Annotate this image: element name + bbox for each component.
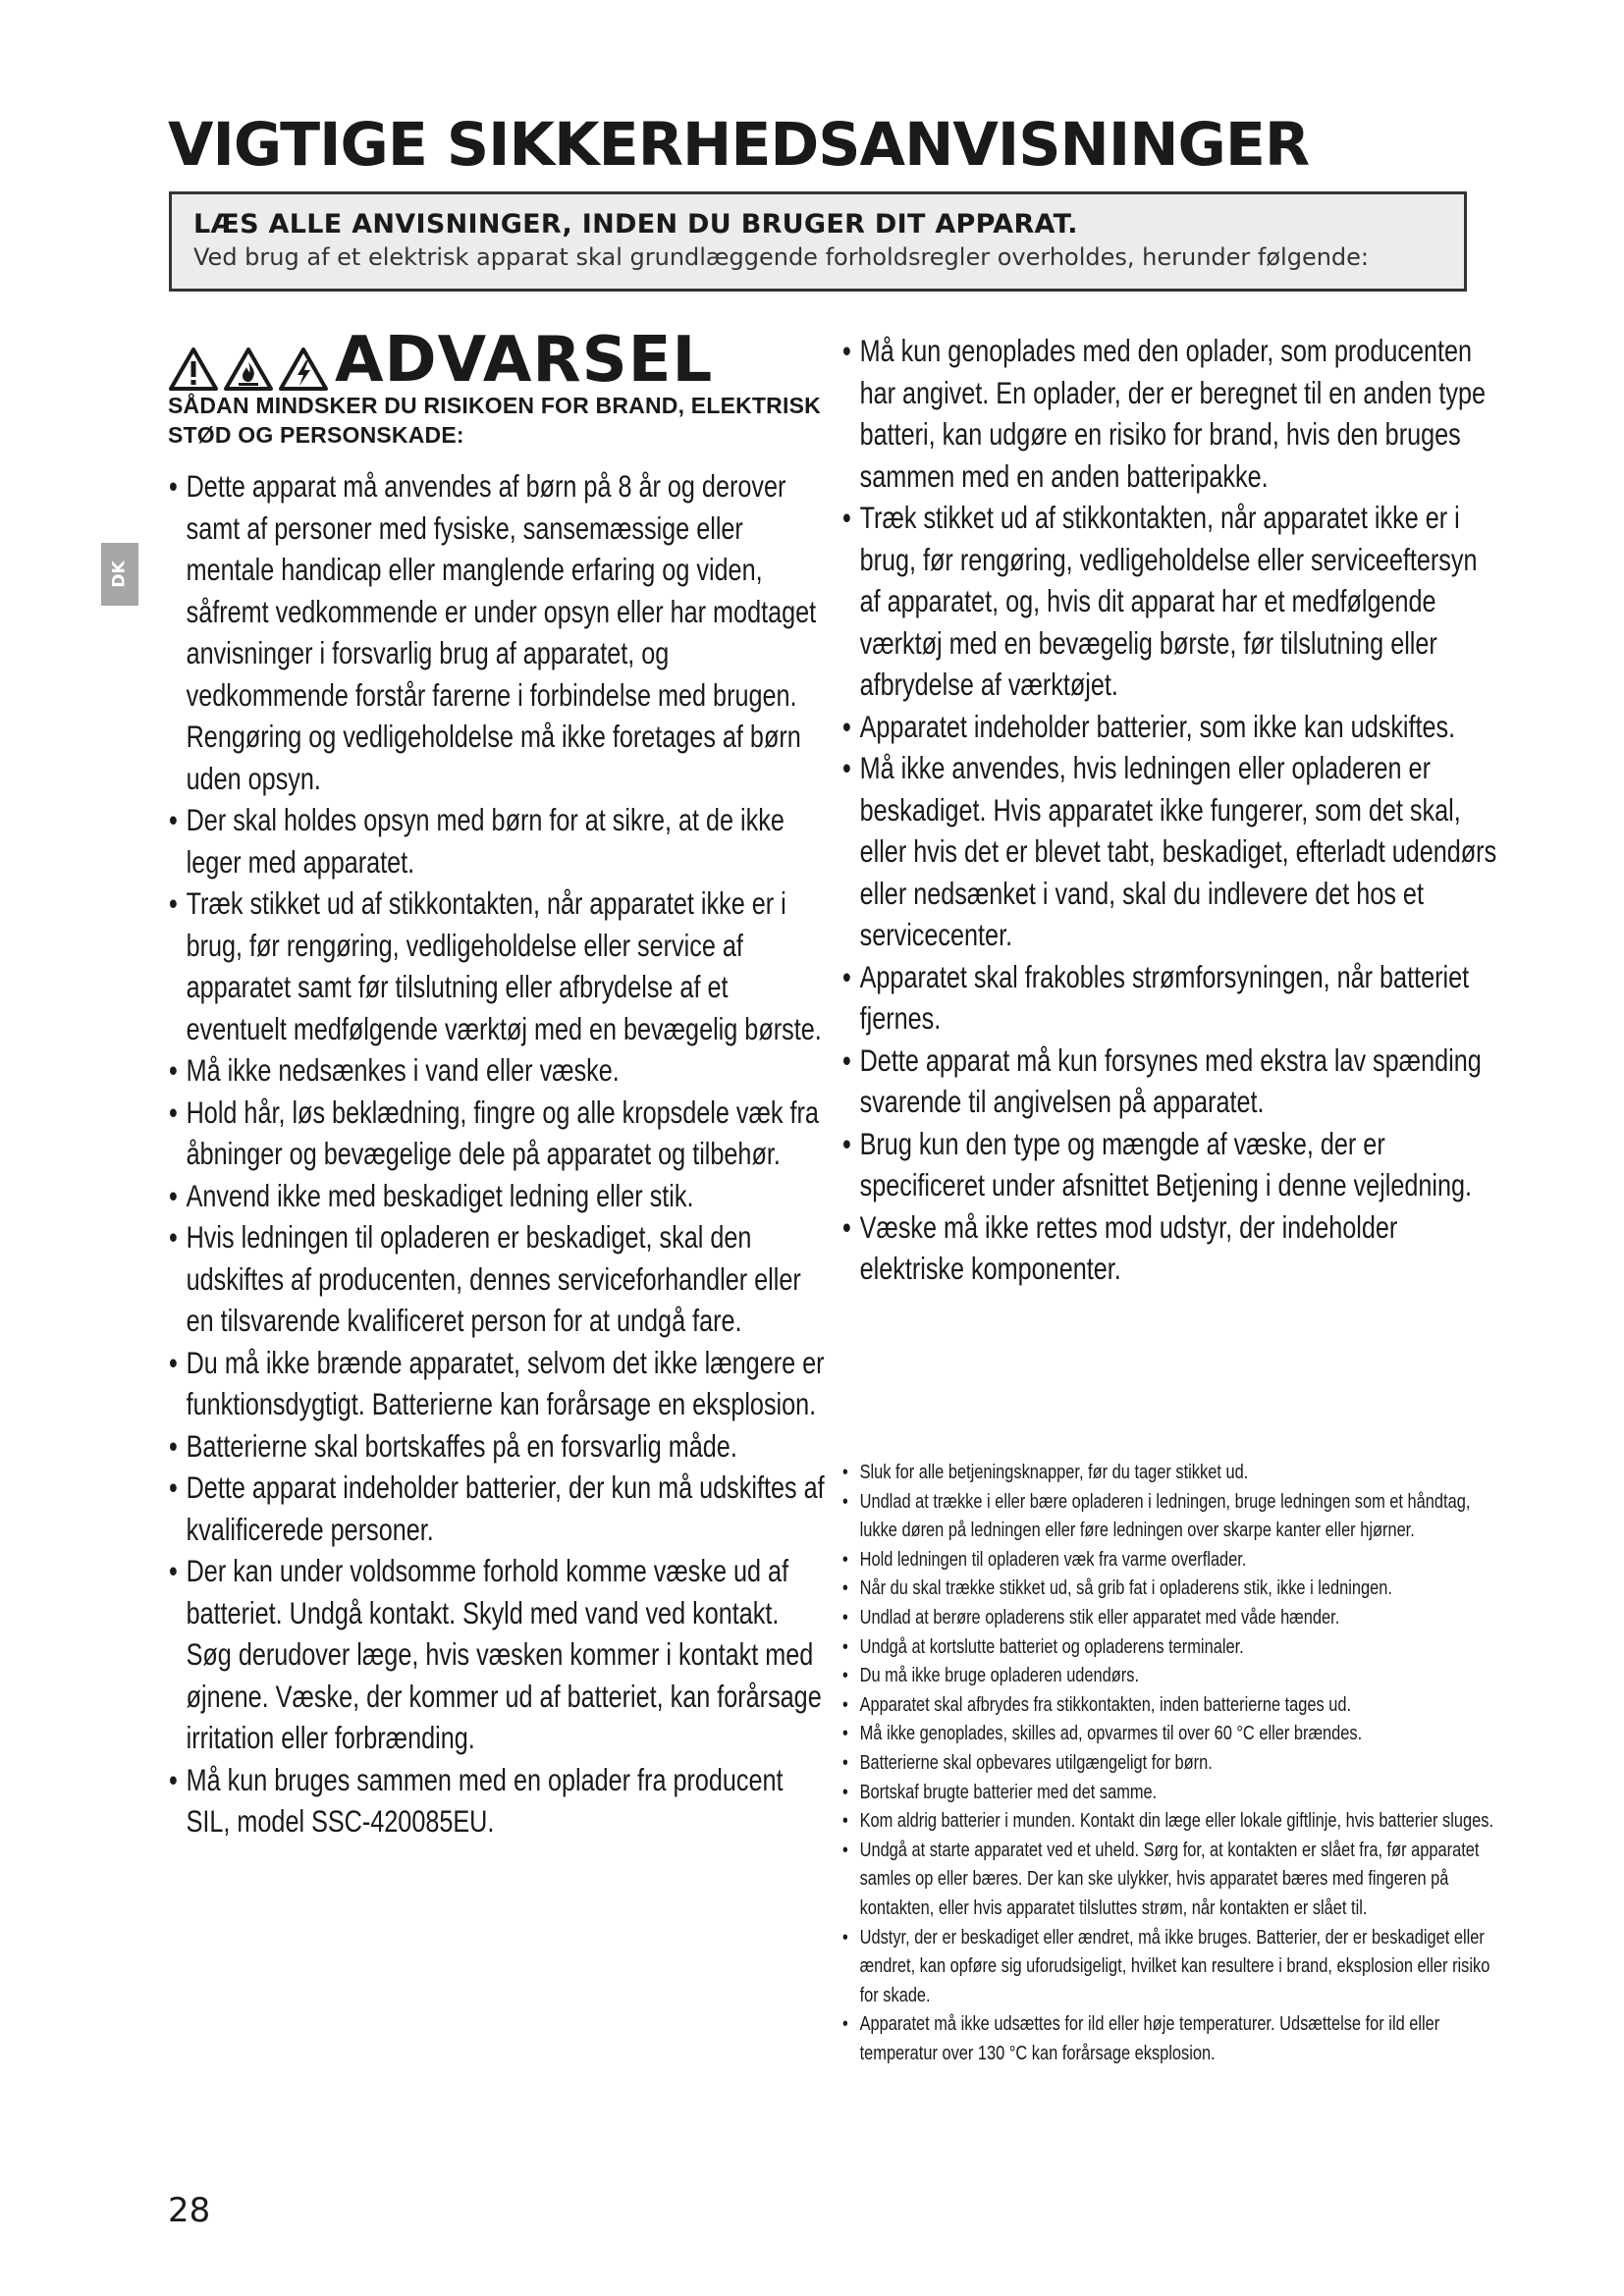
- list-item: • Dette apparat indeholder batterier, der kun må udskiftes af kvalificerede personer.: [169, 1467, 825, 1550]
- left-column-list: [169, 465, 825, 1842]
- list-item: • Hvis ledningen til opladeren er beskadiget, skal den udskiftes af producenten, dennes serviceforhandler eller en tilsvarende kvalificeret person for at undgå fare.: [169, 1216, 825, 1342]
- list-item: • Kom aldrig batterier i munden. Kontakt din læge eller lokale giftlinje, hvis batterier sluges.: [842, 1806, 1498, 1836]
- warning-header: [168, 324, 714, 397]
- list-item: • Apparatet indeholder batterier, som ikke kan udskiftes.: [842, 706, 1498, 748]
- list-item: • Hold ledningen til opladeren væk fra varme overflader.: [842, 1545, 1498, 1575]
- list-item: • Anvend ikke med beskadiget ledning eller stik.: [169, 1175, 825, 1217]
- warning-subtitle: SÅDAN MINDSKER DU RISIKOEN FOR BRAND, ELEKTRISK STØD OG PERSONSKADE:: [168, 393, 821, 448]
- list-item: • Udstyr, der er beskadiget eller ændret, må ikke bruges. Batterier, der er beskadiget eller ændret, kan opføre sig uforudsigeligt, hvilket kan resultere i brand, eksplosion eller risiko for skade.: [842, 1923, 1498, 2010]
- list-item: • Der skal holdes opsyn med børn for at sikre, at de ikke leger med apparatet.: [169, 799, 825, 882]
- intro-box: [169, 191, 1467, 292]
- list-item: • Du må ikke brænde apparatet, selvom det ikke længere er funktionsdygtigt. Batterierne kan forårsage en eksplosion.: [169, 1342, 825, 1425]
- list-item: • Må ikke genoplades, skilles ad, opvarmes til over 60 °C eller brændes.: [842, 1719, 1498, 1748]
- list-item: • Hold hår, løs beklædning, fingre og alle kropsdele væk fra åbninger og bevægelige dele på apparatet og tilbehør.: [169, 1092, 825, 1175]
- list-item: • Dette apparat må kun forsynes med ekstra lav spænding svarende til angivelsen på apparatet.: [842, 1040, 1498, 1123]
- list-item: • Må kun bruges sammen med en oplader fra producent SIL, model SSC-420085EU.: [169, 1759, 825, 1842]
- list-item: • Der kan under voldsomme forhold komme væske ud af batteriet. Undgå kontakt. Skyld med vand ved kontakt. Søg derudover læge, hvis væsken kommer i kontakt med øjnene. Væske, der kommer ud af batteriet, kan forårsage irritation eller forbrænding.: [169, 1550, 825, 1759]
- fire-hazard-icon: [223, 347, 274, 392]
- warning-icon: [168, 347, 219, 392]
- list-item: • Må ikke nedsænkes i vand eller væske.: [169, 1049, 825, 1092]
- right-column-list: [842, 330, 1497, 1290]
- list-item: • Apparatet skal afbrydes fra stikkontakten, inden batterierne tages ud.: [842, 1690, 1498, 1720]
- list-item: • Sluk for alle betjeningsknapper, før du tager stikket ud.: [842, 1458, 1498, 1487]
- small-print-list: [842, 1458, 1493, 2067]
- list-item: • Når du skal trække stikket ud, så grib fat i opladerens stik, ikke i ledningen.: [842, 1574, 1498, 1603]
- warning-title: ADVARSEL: [335, 324, 714, 397]
- intro-heading: LÆS ALLE ANVISNINGER, INDEN DU BRUGER DIT APPARAT.: [193, 209, 1078, 240]
- list-item: • Batterierne skal bortskaffes på en forsvarlig måde.: [169, 1425, 825, 1468]
- list-item: • Du må ikke bruge opladeren udendørs.: [842, 1661, 1498, 1690]
- list-item: • Undlad at berøre opladerens stik eller apparatet med våde hænder.: [842, 1603, 1498, 1632]
- page-number: 28: [168, 2191, 211, 2230]
- list-item: • Må kun genoplades med den oplader, som producenten har angivet. En oplader, der er beregnet til en anden type batteri, kan udgøre en risiko for brand, hvis den bruges sammen med en anden batteripakke.: [842, 330, 1498, 497]
- page-title: VIGTIGE SIKKERHEDSANVISNINGER: [168, 110, 1310, 180]
- list-item: • Bortskaf brugte batterier med det samme.: [842, 1778, 1498, 1807]
- list-item: • Batterierne skal opbevares utilgængeligt for børn.: [842, 1748, 1498, 1778]
- list-item: • Apparatet skal frakobles strømforsyningen, når batteriet fjernes.: [842, 956, 1498, 1040]
- list-item: • Undlad at trække i eller bære opladeren i ledningen, bruge ledningen som et håndtag, lukke døren på ledningen eller føre ledningen over skarpe kanter eller hjørner.: [842, 1487, 1498, 1545]
- language-tab: [101, 543, 138, 606]
- list-item: • Undgå at starte apparatet ved et uheld. Sørg for, at kontakten er slået fra, før apparatet samles op eller bæres. Der kan ske ulykker, hvis apparatet bæres med fingeren på kontakten, eller hvis apparatet tilsluttes strøm, når kontakten er slået til.: [842, 1836, 1498, 1923]
- warning-icons: [168, 347, 329, 392]
- language-tab-label: DK: [109, 561, 130, 588]
- electric-shock-icon: [278, 347, 329, 392]
- list-item: • Træk stikket ud af stikkontakten, når apparatet ikke er i brug, før rengøring, vedligeholdelse eller serviceeftersyn af apparatet, og, hvis dit apparat har et medfølgende værktøj med en bevægelig børste, før tilslutning eller afbrydelse af værktøjet.: [842, 497, 1498, 706]
- list-item: • Træk stikket ud af stikkontakten, når apparatet ikke er i brug, før rengøring, vedligeholdelse eller service af apparatet samt før tilslutning eller afbrydelse af et eventuelt medfølgende værktøj med en bevægelig børste.: [169, 882, 825, 1049]
- list-item: • Brug kun den type og mængde af væske, der er specificeret under afsnittet Betjening i denne vejledning.: [842, 1123, 1498, 1206]
- list-item: • Væske må ikke rettes mod udstyr, der indeholder elektriske komponenter.: [842, 1206, 1498, 1290]
- list-item: • Undgå at kortslutte batteriet og opladerens terminaler.: [842, 1632, 1498, 1662]
- intro-text: Ved brug af et elektrisk apparat skal grundlæggende forholdsregler overholdes, herunder følgende:: [193, 243, 1369, 271]
- list-item: • Apparatet må ikke udsættes for ild eller høje temperaturer. Udsættelse for ild eller temperatur over 130 °C kan forårsage eksplosion.: [842, 2009, 1498, 2067]
- list-item: • Dette apparat må anvendes af børn på 8 år og derover samt af personer med fysiske, sansemæssige eller mentale handicap eller manglende erfaring og viden, såfremt vedkommende er under opsyn eller har modtaget anvisninger i forsvarlig brug af apparatet, og vedkommende forstår farerne i forbindelse med brugen. Rengøring og vedligeholdelse må ikke foretages af børn uden opsyn.: [169, 465, 825, 799]
- list-item: • Må ikke anvendes, hvis ledningen eller opladeren er beskadiget. Hvis apparatet ikke fungerer, som det skal, eller hvis det er blevet tabt, beskadiget, efterladt udendørs eller nedsænket i vand, skal du indlevere det hos et servicecenter.: [842, 747, 1498, 956]
